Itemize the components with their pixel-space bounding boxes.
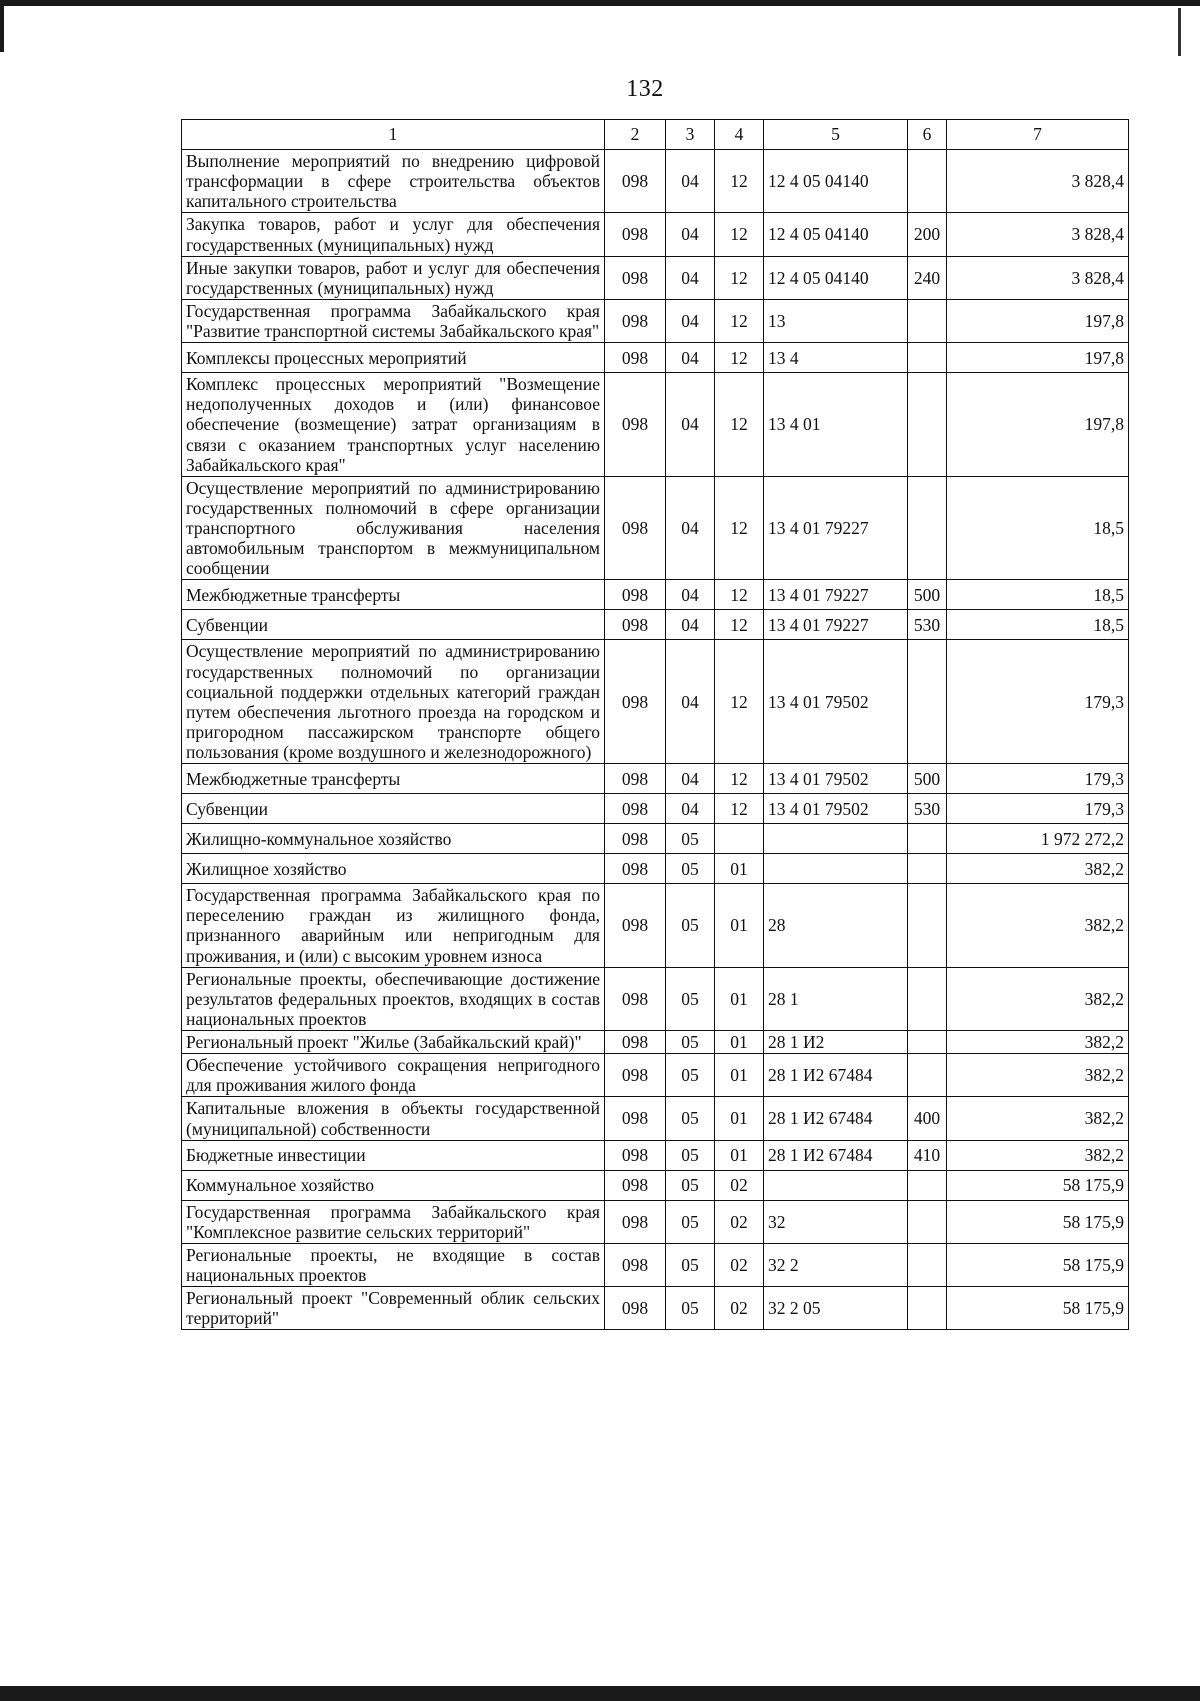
- table-row: [182, 967, 1129, 1030]
- subsection-code: 12: [715, 150, 764, 213]
- table-row: [182, 1054, 1129, 1097]
- section-code: 04: [666, 764, 715, 794]
- admin-code: 098: [605, 854, 666, 884]
- subsection-code: 02: [715, 1170, 764, 1200]
- expense-type-code: [908, 343, 947, 373]
- subsection-code: 01: [715, 1140, 764, 1170]
- amount: 1 972 272,2: [947, 824, 1129, 854]
- admin-code: 098: [605, 1054, 666, 1097]
- scan-mark: [1178, 8, 1181, 56]
- expense-type-code: 410: [908, 1140, 947, 1170]
- admin-code: 098: [605, 580, 666, 610]
- scan-border-top: [0, 0, 1200, 6]
- admin-code: 098: [605, 1140, 666, 1170]
- scan-border-bottom: [0, 1686, 1200, 1701]
- admin-code: 098: [605, 476, 666, 580]
- subsection-code: 12: [715, 343, 764, 373]
- expense-type-code: [908, 1200, 947, 1243]
- row-name: Межбюджетные трансферты: [182, 580, 605, 610]
- scan-border-left: [0, 0, 4, 52]
- subsection-code: 01: [715, 1097, 764, 1140]
- target-article-code: 28 1 И2 67484: [764, 1097, 908, 1140]
- expense-type-code: [908, 299, 947, 342]
- subsection-code: 02: [715, 1200, 764, 1243]
- subsection-code: 12: [715, 476, 764, 580]
- target-article-code: 13 4: [764, 343, 908, 373]
- amount: 382,2: [947, 884, 1129, 968]
- amount: 3 828,4: [947, 213, 1129, 256]
- section-code: 05: [666, 884, 715, 968]
- amount: 58 175,9: [947, 1287, 1129, 1330]
- section-code: 04: [666, 343, 715, 373]
- subsection-code: 01: [715, 854, 764, 884]
- target-article-code: 12 4 05 04140: [764, 213, 908, 256]
- expense-type-code: [908, 884, 947, 968]
- expense-type-code: [908, 967, 947, 1030]
- column-header: 5: [764, 120, 908, 150]
- expense-type-code: [908, 1054, 947, 1097]
- expense-type-code: 500: [908, 580, 947, 610]
- section-code: 05: [666, 1140, 715, 1170]
- amount: 3 828,4: [947, 256, 1129, 299]
- row-name: Жилищно-коммунальное хозяйство: [182, 824, 605, 854]
- row-name: Осуществление мероприятий по администрированию государственных полномочий в сфере организации транспортного обслуживания населения автомобильным транспортом в межмуниципальном сообщении: [182, 476, 605, 580]
- subsection-code: 12: [715, 299, 764, 342]
- row-name: Региональный проект "Современный облик сельских территорий": [182, 1287, 605, 1330]
- table-row: [182, 1200, 1129, 1243]
- row-name: Региональные проекты, не входящие в состав национальных проектов: [182, 1243, 605, 1286]
- row-name: Межбюджетные трансферты: [182, 764, 605, 794]
- row-name: Коммунальное хозяйство: [182, 1170, 605, 1200]
- row-name: Закупка товаров, работ и услуг для обеспечения государственных (муниципальных) нужд: [182, 213, 605, 256]
- expense-type-code: [908, 1243, 947, 1286]
- target-article-code: 13 4 01 79227: [764, 580, 908, 610]
- admin-code: 098: [605, 373, 666, 477]
- target-article-code: 12 4 05 04140: [764, 256, 908, 299]
- section-code: 04: [666, 150, 715, 213]
- amount: 382,2: [947, 1054, 1129, 1097]
- target-article-code: 32: [764, 1200, 908, 1243]
- table-row: [182, 373, 1129, 477]
- subsection-code: 01: [715, 884, 764, 968]
- expense-type-code: [908, 824, 947, 854]
- section-code: 05: [666, 1200, 715, 1243]
- amount: 18,5: [947, 610, 1129, 640]
- target-article-code: 13 4 01: [764, 373, 908, 477]
- subsection-code: 01: [715, 1054, 764, 1097]
- amount: 179,3: [947, 764, 1129, 794]
- row-name: Бюджетные инвестиции: [182, 1140, 605, 1170]
- table-row: [182, 884, 1129, 968]
- section-code: 05: [666, 1170, 715, 1200]
- subsection-code: 12: [715, 580, 764, 610]
- admin-code: 098: [605, 640, 666, 764]
- target-article-code: 13 4 01 79502: [764, 640, 908, 764]
- amount: 58 175,9: [947, 1170, 1129, 1200]
- expense-type-code: [908, 1031, 947, 1054]
- section-code: 05: [666, 854, 715, 884]
- row-name: Обеспечение устойчивого сокращения непригодного для проживания жилого фонда: [182, 1054, 605, 1097]
- expense-type-code: [908, 150, 947, 213]
- expense-type-code: 500: [908, 764, 947, 794]
- budget-table: [181, 119, 1129, 1330]
- column-header: 7: [947, 120, 1129, 150]
- table-row: [182, 1097, 1129, 1140]
- admin-code: 098: [605, 794, 666, 824]
- expense-type-code: 530: [908, 794, 947, 824]
- admin-code: 098: [605, 967, 666, 1030]
- admin-code: 098: [605, 1243, 666, 1286]
- target-article-code: 28: [764, 884, 908, 968]
- section-code: 05: [666, 1054, 715, 1097]
- target-article-code: 13 4 01 79502: [764, 764, 908, 794]
- row-name: Государственная программа Забайкальского края "Развитие транспортной системы Забайкальского края": [182, 299, 605, 342]
- amount: 382,2: [947, 967, 1129, 1030]
- column-header: 2: [605, 120, 666, 150]
- section-code: 05: [666, 1097, 715, 1140]
- subsection-code: 02: [715, 1287, 764, 1330]
- table-row: [182, 764, 1129, 794]
- column-header: 4: [715, 120, 764, 150]
- table-row: [182, 343, 1129, 373]
- expense-type-code: [908, 1170, 947, 1200]
- amount: 3 828,4: [947, 150, 1129, 213]
- subsection-code: 01: [715, 967, 764, 1030]
- expense-type-code: [908, 854, 947, 884]
- table-row: [182, 1243, 1129, 1286]
- section-code: 04: [666, 580, 715, 610]
- row-name: Иные закупки товаров, работ и услуг для обеспечения государственных (муниципальных) нужд: [182, 256, 605, 299]
- amount: 382,2: [947, 1097, 1129, 1140]
- subsection-code: 12: [715, 794, 764, 824]
- row-name: Жилищное хозяйство: [182, 854, 605, 884]
- expense-type-code: [908, 476, 947, 580]
- target-article-code: [764, 1170, 908, 1200]
- amount: 197,8: [947, 343, 1129, 373]
- column-header: 3: [666, 120, 715, 150]
- target-article-code: 13 4 01 79227: [764, 610, 908, 640]
- admin-code: 098: [605, 1031, 666, 1054]
- section-code: 04: [666, 610, 715, 640]
- section-code: 05: [666, 967, 715, 1030]
- target-article-code: 13 4 01 79227: [764, 476, 908, 580]
- row-name: Комплекс процессных мероприятий "Возмещение недополученных доходов и (или) финансовое обеспечение (возмещение) затрат организациям в связи с оказанием транспортных услуг населению Забайкальского края": [182, 373, 605, 477]
- column-header: 6: [908, 120, 947, 150]
- table-row: [182, 1031, 1129, 1054]
- table-row: [182, 476, 1129, 580]
- expense-type-code: 240: [908, 256, 947, 299]
- expense-type-code: [908, 373, 947, 477]
- subsection-code: [715, 824, 764, 854]
- subsection-code: 12: [715, 256, 764, 299]
- table-row: [182, 794, 1129, 824]
- row-name: Региональные проекты, обеспечивающие достижение результатов федеральных проектов, входящих в состав национальных проектов: [182, 967, 605, 1030]
- row-name: Государственная программа Забайкальского края "Комплексное развитие сельских территорий": [182, 1200, 605, 1243]
- table-row: [182, 580, 1129, 610]
- section-code: 05: [666, 824, 715, 854]
- admin-code: 098: [605, 764, 666, 794]
- subsection-code: 12: [715, 610, 764, 640]
- target-article-code: 12 4 05 04140: [764, 150, 908, 213]
- row-name: Субвенции: [182, 610, 605, 640]
- admin-code: 098: [605, 1170, 666, 1200]
- row-name: Региональный проект "Жилье (Забайкальский край)": [182, 1031, 605, 1054]
- page-number: 132: [626, 76, 664, 102]
- subsection-code: 12: [715, 640, 764, 764]
- table-row: [182, 854, 1129, 884]
- expense-type-code: 200: [908, 213, 947, 256]
- subsection-code: 12: [715, 764, 764, 794]
- section-code: 04: [666, 213, 715, 256]
- target-article-code: 28 1 И2: [764, 1031, 908, 1054]
- section-code: 04: [666, 256, 715, 299]
- row-name: Капитальные вложения в объекты государственной (муниципальной) собственности: [182, 1097, 605, 1140]
- section-code: 04: [666, 373, 715, 477]
- table-row: [182, 299, 1129, 342]
- section-code: 04: [666, 299, 715, 342]
- amount: 179,3: [947, 794, 1129, 824]
- admin-code: 098: [605, 256, 666, 299]
- section-code: 05: [666, 1287, 715, 1330]
- row-name: Субвенции: [182, 794, 605, 824]
- table-row: [182, 824, 1129, 854]
- table-row: [182, 256, 1129, 299]
- target-article-code: 13 4 01 79502: [764, 794, 908, 824]
- admin-code: 098: [605, 1097, 666, 1140]
- admin-code: 098: [605, 213, 666, 256]
- section-code: 05: [666, 1031, 715, 1054]
- admin-code: 098: [605, 1287, 666, 1330]
- subsection-code: 02: [715, 1243, 764, 1286]
- table-row: [182, 1140, 1129, 1170]
- admin-code: 098: [605, 610, 666, 640]
- admin-code: 098: [605, 299, 666, 342]
- table-row: [182, 610, 1129, 640]
- subsection-code: 01: [715, 1031, 764, 1054]
- target-article-code: [764, 824, 908, 854]
- amount: 58 175,9: [947, 1243, 1129, 1286]
- admin-code: 098: [605, 884, 666, 968]
- target-article-code: [764, 854, 908, 884]
- amount: 18,5: [947, 476, 1129, 580]
- admin-code: 098: [605, 824, 666, 854]
- subsection-code: 12: [715, 373, 764, 477]
- table-row: [182, 213, 1129, 256]
- admin-code: 098: [605, 1200, 666, 1243]
- amount: 58 175,9: [947, 1200, 1129, 1243]
- expense-type-code: 530: [908, 610, 947, 640]
- table-row: [182, 150, 1129, 213]
- admin-code: 098: [605, 343, 666, 373]
- admin-code: 098: [605, 150, 666, 213]
- expense-type-code: [908, 1287, 947, 1330]
- amount: 382,2: [947, 854, 1129, 884]
- amount: 382,2: [947, 1140, 1129, 1170]
- row-name: Государственная программа Забайкальского края по переселению граждан из жилищного фонда, признанного аварийным или непригодным для проживания, и (или) с высоким уровнем износа: [182, 884, 605, 968]
- expense-type-code: [908, 640, 947, 764]
- amount: 197,8: [947, 373, 1129, 477]
- amount: 197,8: [947, 299, 1129, 342]
- section-code: 04: [666, 476, 715, 580]
- amount: 179,3: [947, 640, 1129, 764]
- amount: 382,2: [947, 1031, 1129, 1054]
- row-name: Осуществление мероприятий по администрированию государственных полномочий по организации социальной поддержки отдельных категорий граждан путем обеспечения льготного проезда на городском и пригородном пассажирском транспорте общего пользования (кроме воздушного и железнодорожного): [182, 640, 605, 764]
- row-name: Комплексы процессных мероприятий: [182, 343, 605, 373]
- section-code: 04: [666, 640, 715, 764]
- target-article-code: 32 2: [764, 1243, 908, 1286]
- target-article-code: 28 1: [764, 967, 908, 1030]
- target-article-code: 28 1 И2 67484: [764, 1140, 908, 1170]
- table-row: [182, 640, 1129, 764]
- column-header: 1: [182, 120, 605, 150]
- table-row: [182, 1287, 1129, 1330]
- table-row: [182, 1170, 1129, 1200]
- row-name: Выполнение мероприятий по внедрению цифровой трансформации в сфере строительства объектов капитального строительства: [182, 150, 605, 213]
- target-article-code: 28 1 И2 67484: [764, 1054, 908, 1097]
- target-article-code: 32 2 05: [764, 1287, 908, 1330]
- expense-type-code: 400: [908, 1097, 947, 1140]
- section-code: 05: [666, 1243, 715, 1286]
- target-article-code: 13: [764, 299, 908, 342]
- amount: 18,5: [947, 580, 1129, 610]
- subsection-code: 12: [715, 213, 764, 256]
- section-code: 04: [666, 794, 715, 824]
- header-row: [182, 120, 1129, 150]
